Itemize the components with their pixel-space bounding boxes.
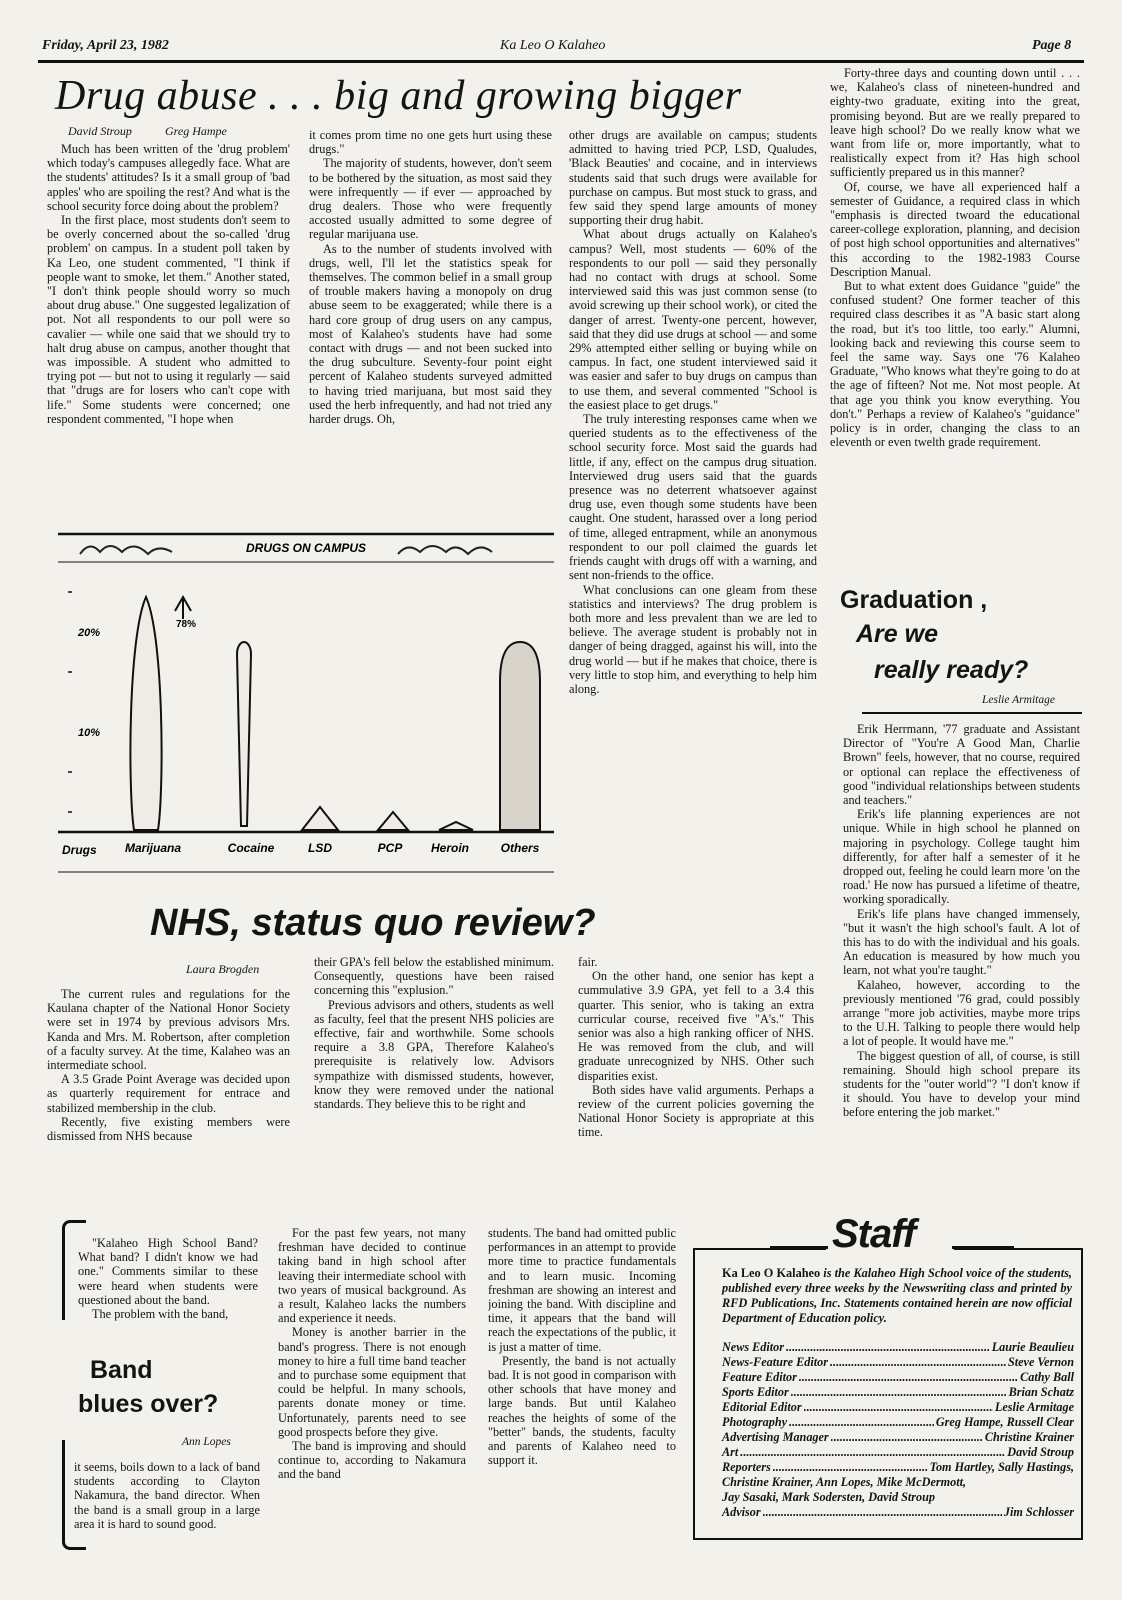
paragraph: "Kalaheo High School Band? What band? I didn't know we had one." Comments similar to these were heard when students were questioned about the band. [78, 1236, 258, 1307]
paragraph: A 3.5 Grade Point Average was decided upon as quarterly requirement for entrace and stabilized membership in the club. [47, 1072, 290, 1115]
nhs-col-1 [47, 987, 290, 1202]
paragraph: The truly interesting responses came when we queried students as to the effectiveness of the school security force. Most said the guards had little, if any, effect on the campus drug situation. Interviewed drug users said that the guards presence was no deterrent whatsoever against drug use, even though some students have been caught. One student, harassed over a long period of time, alleged entrapment, while an anonymous respondent to our poll claimed the guards let friends caught with drugs off with a warning, and sent non-friends to the office. [569, 412, 817, 583]
drug-article-headline: Drug abuse . . . big and growing bigger [55, 73, 742, 119]
x-tick-label: LSD [308, 841, 332, 855]
header-date: Friday, April 23, 1982 [42, 38, 169, 53]
title-doodle-left [80, 546, 172, 554]
staff-row [722, 1460, 1074, 1475]
staff-name: Christine Krainer [984, 1430, 1074, 1444]
chart-title: DRUGS ON CAMPUS [245, 541, 367, 555]
chart-bar-others [500, 642, 540, 830]
band-cont [74, 1460, 260, 1546]
staff-role: Editorial Editor [722, 1400, 802, 1414]
staff-intro-paper: Ka Leo O Kalaheo [722, 1266, 821, 1280]
staff-row [722, 1475, 1074, 1490]
staff-reporters-cont: Jay Sasaki, Mark Sodersten, David Stroup [722, 1490, 935, 1504]
graduation-headline-3: really ready? [874, 656, 1029, 684]
staff-row [722, 1415, 1074, 1430]
graduation-col [843, 722, 1080, 1208]
graduation-headline-2: Are we [856, 620, 938, 648]
drug-col-3 [569, 128, 817, 898]
paragraph: Of, course, we have all experienced half a semester of Guidance, a required class in which "emphasis is directed twoard the educational career-college exploration, planning, and decision of post high school opportunities and alternatives" this according to the 1982-1983 Course Description Manual. [830, 179, 1080, 279]
staff-role: Advisor [722, 1505, 761, 1519]
graduation-rule [862, 712, 1082, 714]
paragraph: Forty-three days and counting down until . . . we, Kalaheo's class of nineteen-hundred and eighty-two graduate, exiting into the great, promising beyond. But are we really prepared to leave high school? Do we really know what we want from life or, more importantly, what to realistically expect from it? Has high school sufficiently prepared us in this manner? [830, 66, 1080, 180]
x-tick-label: Marijuana [124, 841, 182, 855]
drugs-chart-svg [58, 532, 554, 874]
paragraph: For the past few years, not many freshman have decided to continue taking band in high school after leaving their intermediate school with two years of musical background. As a result, Kalaheo lacks the numbers and experience it needs. [278, 1226, 466, 1326]
paragraph: other drugs are available on campus; students admitted to having tried PCP, LSD, Qualudes, 'Black Beauties' and cocaine, and in interviews students said that such drugs were available for purchase on campus. But most stuck to grass, and few said they spend large amounts of money supporting their drug habit. [569, 128, 817, 228]
staff-row [722, 1490, 1074, 1505]
chart-bar-cocaine [237, 642, 251, 826]
staff-name: Steve Vernon [1007, 1355, 1074, 1369]
staff-row [722, 1370, 1074, 1385]
x-tick-label: Heroin [430, 841, 470, 855]
staff-name: Brian Schatz [1008, 1385, 1074, 1399]
paragraph: Presently, the band is not actually bad. It is not good in comparison with other schools that have money and large bands. But until Kalaheo reaches the heights of some of the "better" bands, the students, faculty and parents of Kalaheo need to support it. [488, 1353, 676, 1468]
paragraph: Money is another barrier in the band's progress. There is not enough money to hire a full time band teacher and to purchase some equipment that could be helpful. In many schools, parents donate money or time. Unfortunately, parents need to see good prospects before they give. [278, 1325, 466, 1439]
paragraph: Erik Herrmann, '77 graduate and Assistant Director of "You're A Good Man, Charlie Brown" feels, however, that no course, required or optional can replace the effectiveness of good "individual relationships between students and teachers." [843, 722, 1080, 808]
paragraph: fair. [578, 955, 598, 969]
y-tick-label: 10% [77, 727, 100, 739]
paragraph: Both sides have valid arguments. Perhaps a review of the current policies governing the National Honor Society is appropriate at this time. [578, 1082, 814, 1140]
staff-role: Advertising Manager [722, 1430, 829, 1444]
band-headline-1: Band [90, 1356, 153, 1384]
paragraph: The band is improving and should continue to, according to Nakamura and the band [278, 1439, 466, 1482]
graduation-headline-1: Graduation , [840, 586, 988, 614]
paragraph: The problem with the band, [92, 1307, 229, 1322]
staff-intro-text: is the Kalaheo High School voice of the students, published every three weeks by the Newswriting class and printed by RFD Publications, Inc. Statements contained herein are now official Department of Education policy. [722, 1266, 1072, 1325]
nhs-col-3 [578, 955, 814, 1202]
band-headline-2: blues over? [78, 1390, 219, 1418]
staff-row [722, 1505, 1074, 1520]
staff-name: Laurie Beaulieu [991, 1340, 1074, 1354]
paragraph: students. The band had omitted public performances in an attempt to provide more time to practice fundamentals and to learn music. Incoming freshman are showing an interest and joining the band. With discipline and time, it appears that the band will reach the expectations of the public, it is just a matter of time. [488, 1226, 676, 1354]
staff-rule-right [952, 1246, 1014, 1249]
graduation-byline: Leslie Armitage [982, 694, 1055, 706]
header-rule [38, 60, 1084, 63]
chart-bar-lsd [302, 807, 338, 830]
staff-role: Art [722, 1445, 739, 1459]
header-paper: Ka Leo O Kalaheo [500, 38, 606, 53]
paragraph: Kalaheo, however, according to the previously mentioned '76 grad, could possibly arrange "more job activities, maybe more trips to the U.H. Talking to people there would help a lot of people. It would have me." [843, 977, 1080, 1049]
staff-name: Tom Hartley, Sally Hastings, [929, 1460, 1074, 1474]
drugs-chart [58, 532, 554, 874]
staff-title: Staff [832, 1212, 916, 1256]
band-byline: Ann Lopes [182, 1436, 231, 1448]
drug-col-2 [309, 128, 552, 512]
drug-byline-1: David Stroup [68, 124, 132, 138]
chart-annotation: 78% [176, 619, 197, 630]
guidance-col [830, 66, 1080, 576]
staff-name: Jim Schlosser [1003, 1505, 1074, 1519]
drug-col-1 [47, 142, 290, 512]
band-col-3 [488, 1226, 676, 1560]
staff-row [722, 1400, 1074, 1415]
staff-role: Feature Editor [722, 1370, 797, 1384]
paragraph: What conclusions can one gleam from these statistics and interviews? The drug problem is both more and less prevalent than we are led to believe. The average student is probably not in danger of being dragged, against his will, into the drug world — but if he makes that choice, there is very little to stop him, and everything to help him along. [569, 582, 817, 696]
x-axis-label: Drugs [62, 843, 97, 857]
staff-name: David Stroup [1007, 1445, 1074, 1459]
staff-row [722, 1340, 1074, 1355]
paragraph: Erik's life planning experiences are not unique. While in high school he planned on majoring in psychology. College taught him differently, for after half a semester of it he dropped out, feeling he could learn more 'on the road.' He now has pursued a lifetime of theatre, working sporadically. [843, 807, 1080, 907]
paragraph: The majority of students, however, don't seem to be bothered by the situation, as most said they were infrequently — if ever — approached by drug dealers. Those who were frequently accosted usually admitted to some degree of regular marijuana use. [309, 156, 552, 242]
staff-reporters-cont: Christine Krainer, Ann Lopes, Mike McDermott, [722, 1475, 967, 1489]
staff-role: News-Feature Editor [722, 1355, 828, 1369]
nhs-byline: Laura Brogden [186, 962, 260, 976]
staff-role: News Editor [722, 1340, 784, 1354]
staff-name: Leslie Armitage [994, 1400, 1074, 1414]
paragraph: But to what extent does Guidance "guide" the confused student? One former teacher of this required class describes it as "A basic start along the road, but it's too little, too early." Alumni, looking back and reviewing this course seem to feel the same way. Says one '76 Kalaheo Graduate, "Who knows what they're going to do at the age of fifteen? Not me. Not most people. At that age you think you know everything. You don't." Perhaps a review of Kalaheo's "guidance" policy is in order, changing the class to an eleventh or even twelth grade requirement. [830, 279, 1080, 450]
x-tick-label: Others [500, 841, 540, 855]
staff-intro [722, 1266, 1072, 1326]
y-tick-label: 20% [77, 627, 100, 639]
arrow-icon [175, 597, 191, 619]
paragraph: As to the number of students involved with drugs, well, I'll let the statistics speak for themselves. The common belief in a small group of trouble makers having a monopoly on drug abuse seem to be exaggerated; while there is a hard core group of drug users on any campus, most of Kalaheo's students have had some contact with drugs — and not been sucked into the drug subculture. Seventy-four point eight percent of Kalaheo students surveyed admitted to having tried marijuana, but most said they used the herb infrequently, and had not tried any harder drugs. Oh, [309, 241, 552, 427]
staff-list [722, 1340, 1074, 1520]
x-tick-label: Cocaine [227, 841, 275, 855]
staff-role: Reporters [722, 1460, 771, 1474]
nhs-col-2 [314, 955, 554, 1202]
paragraph: it comes prom time no one gets hurt using these drugs." [309, 128, 552, 157]
staff-rule-left [770, 1246, 828, 1249]
staff-name: Greg Hampe, Russell Clear [935, 1415, 1074, 1429]
chart-bar-heroin [439, 822, 473, 830]
staff-name: Cathy Ball [1020, 1370, 1074, 1384]
staff-row [722, 1355, 1074, 1370]
chart-bar-pcp [378, 812, 408, 830]
header-page: Page 8 [1032, 38, 1072, 53]
staff-row [722, 1430, 1074, 1445]
paragraph: On the other hand, one senior has kept a cummulative 3.9 GPA, yet fell to a 3.4 this quarter. This senior, who is taking an extra curricular course, received five "A's." This senior was also a high ranking officer of NHS. He was removed from the club, and will graduate unrecognized by NHS. Other such disparities exist. [578, 969, 814, 1083]
drug-byline-2: Greg Hampe [165, 124, 227, 138]
staff-row [722, 1385, 1074, 1400]
paragraph: Recently, five existing members were dismissed from NHS because [47, 1114, 290, 1144]
x-tick-label: PCP [377, 841, 403, 855]
chart-bar-marijuana [130, 597, 161, 830]
paragraph: The biggest question of all, of course, is still remaining. Should high school prepare its students for the "outer world"? "I don't know if it should. You have to develop your mind before entering the job market." [843, 1048, 1080, 1120]
paragraph: Much has been written of the 'drug problem' which today's campuses allegedly face. What are the students' attitudes? Is it a small group of 'bad apples' who are spoiling the rest? And what is the school security force doing about the problem? [47, 142, 290, 213]
band-col-2 [278, 1226, 466, 1560]
paragraph: In the first place, most students don't seem to be overly concerned about the so-called 'drug problem' on campus. In a student poll taken by Ka Leo, one student commented, "I think if people want to smoke, let them." Another stated, "I don't think people should worry so much about drug abuse." One suggested legalization of pot. Not all respondents to our poll were so cavalier — while one said that we should try to halt drug abuse on campus, another thought that was impossible. A student who admitted to trying pot — but not to using it regularly — said that "drugs are for losers who can't cope with life." Some students were concerned; one respondent commented, "I hope when [47, 213, 290, 426]
paragraph: The current rules and regulations for the Kaulana chapter of the National Honor Society were set in 1974 by previous advisors Mrs. Kanda and Mrs. M. Robertson, after completion of a faculty survey. At the time, Kalaheo was an intermediate school. [47, 987, 290, 1073]
title-doodle-right [398, 546, 492, 554]
paragraph: Previous advisors and others, students as well as faculty, feel that the present NHS policies are effective, fair and worthwhile. Some schools require a 3.8 GPA, Therefore Kalaheo's prerequisite is relatively low. Advisors sympathize with dismissed students, however, know they were removed under the national standards. They believe this to be right and [314, 997, 554, 1112]
nhs-headline: NHS, status quo review? [150, 902, 596, 944]
paragraph: their GPA's fell below the established minimum. Consequently, questions have been raised concerning this "explusion." [314, 955, 554, 998]
paragraph: What about drugs actually on Kalaheo's campus? Well, most students — 60% of the respondents to our poll — said they personally had no contact with drugs at school. Some interviewed said this was just common sense (to avoid screwing up their school work), or cited the danger of arrest. Twenty-one percent, however, said that they did use drugs at school — and some 29% attempted either selling or buying while on campus. In fact, one student interviewed said it was easier and safer to buy drugs on campus than to use them, and several commented "School is the easiest place to get drugs." [569, 227, 817, 412]
band-intro [78, 1236, 258, 1336]
paragraph: it seems, boils down to a lack of band students according to Clayton Nakamura, the band director. When the band is a small group in a large area it is hard to sound good. [74, 1460, 260, 1531]
staff-role: Photography [722, 1415, 788, 1429]
staff-role: Sports Editor [722, 1385, 789, 1399]
paragraph: Erik's life plans have changed immensely, "but it wasn't the high school's fault. A lot of this has to do with the individual and his goals. An education is measured by how much you learn, not what you're taught." [843, 906, 1080, 978]
staff-row [722, 1445, 1074, 1460]
